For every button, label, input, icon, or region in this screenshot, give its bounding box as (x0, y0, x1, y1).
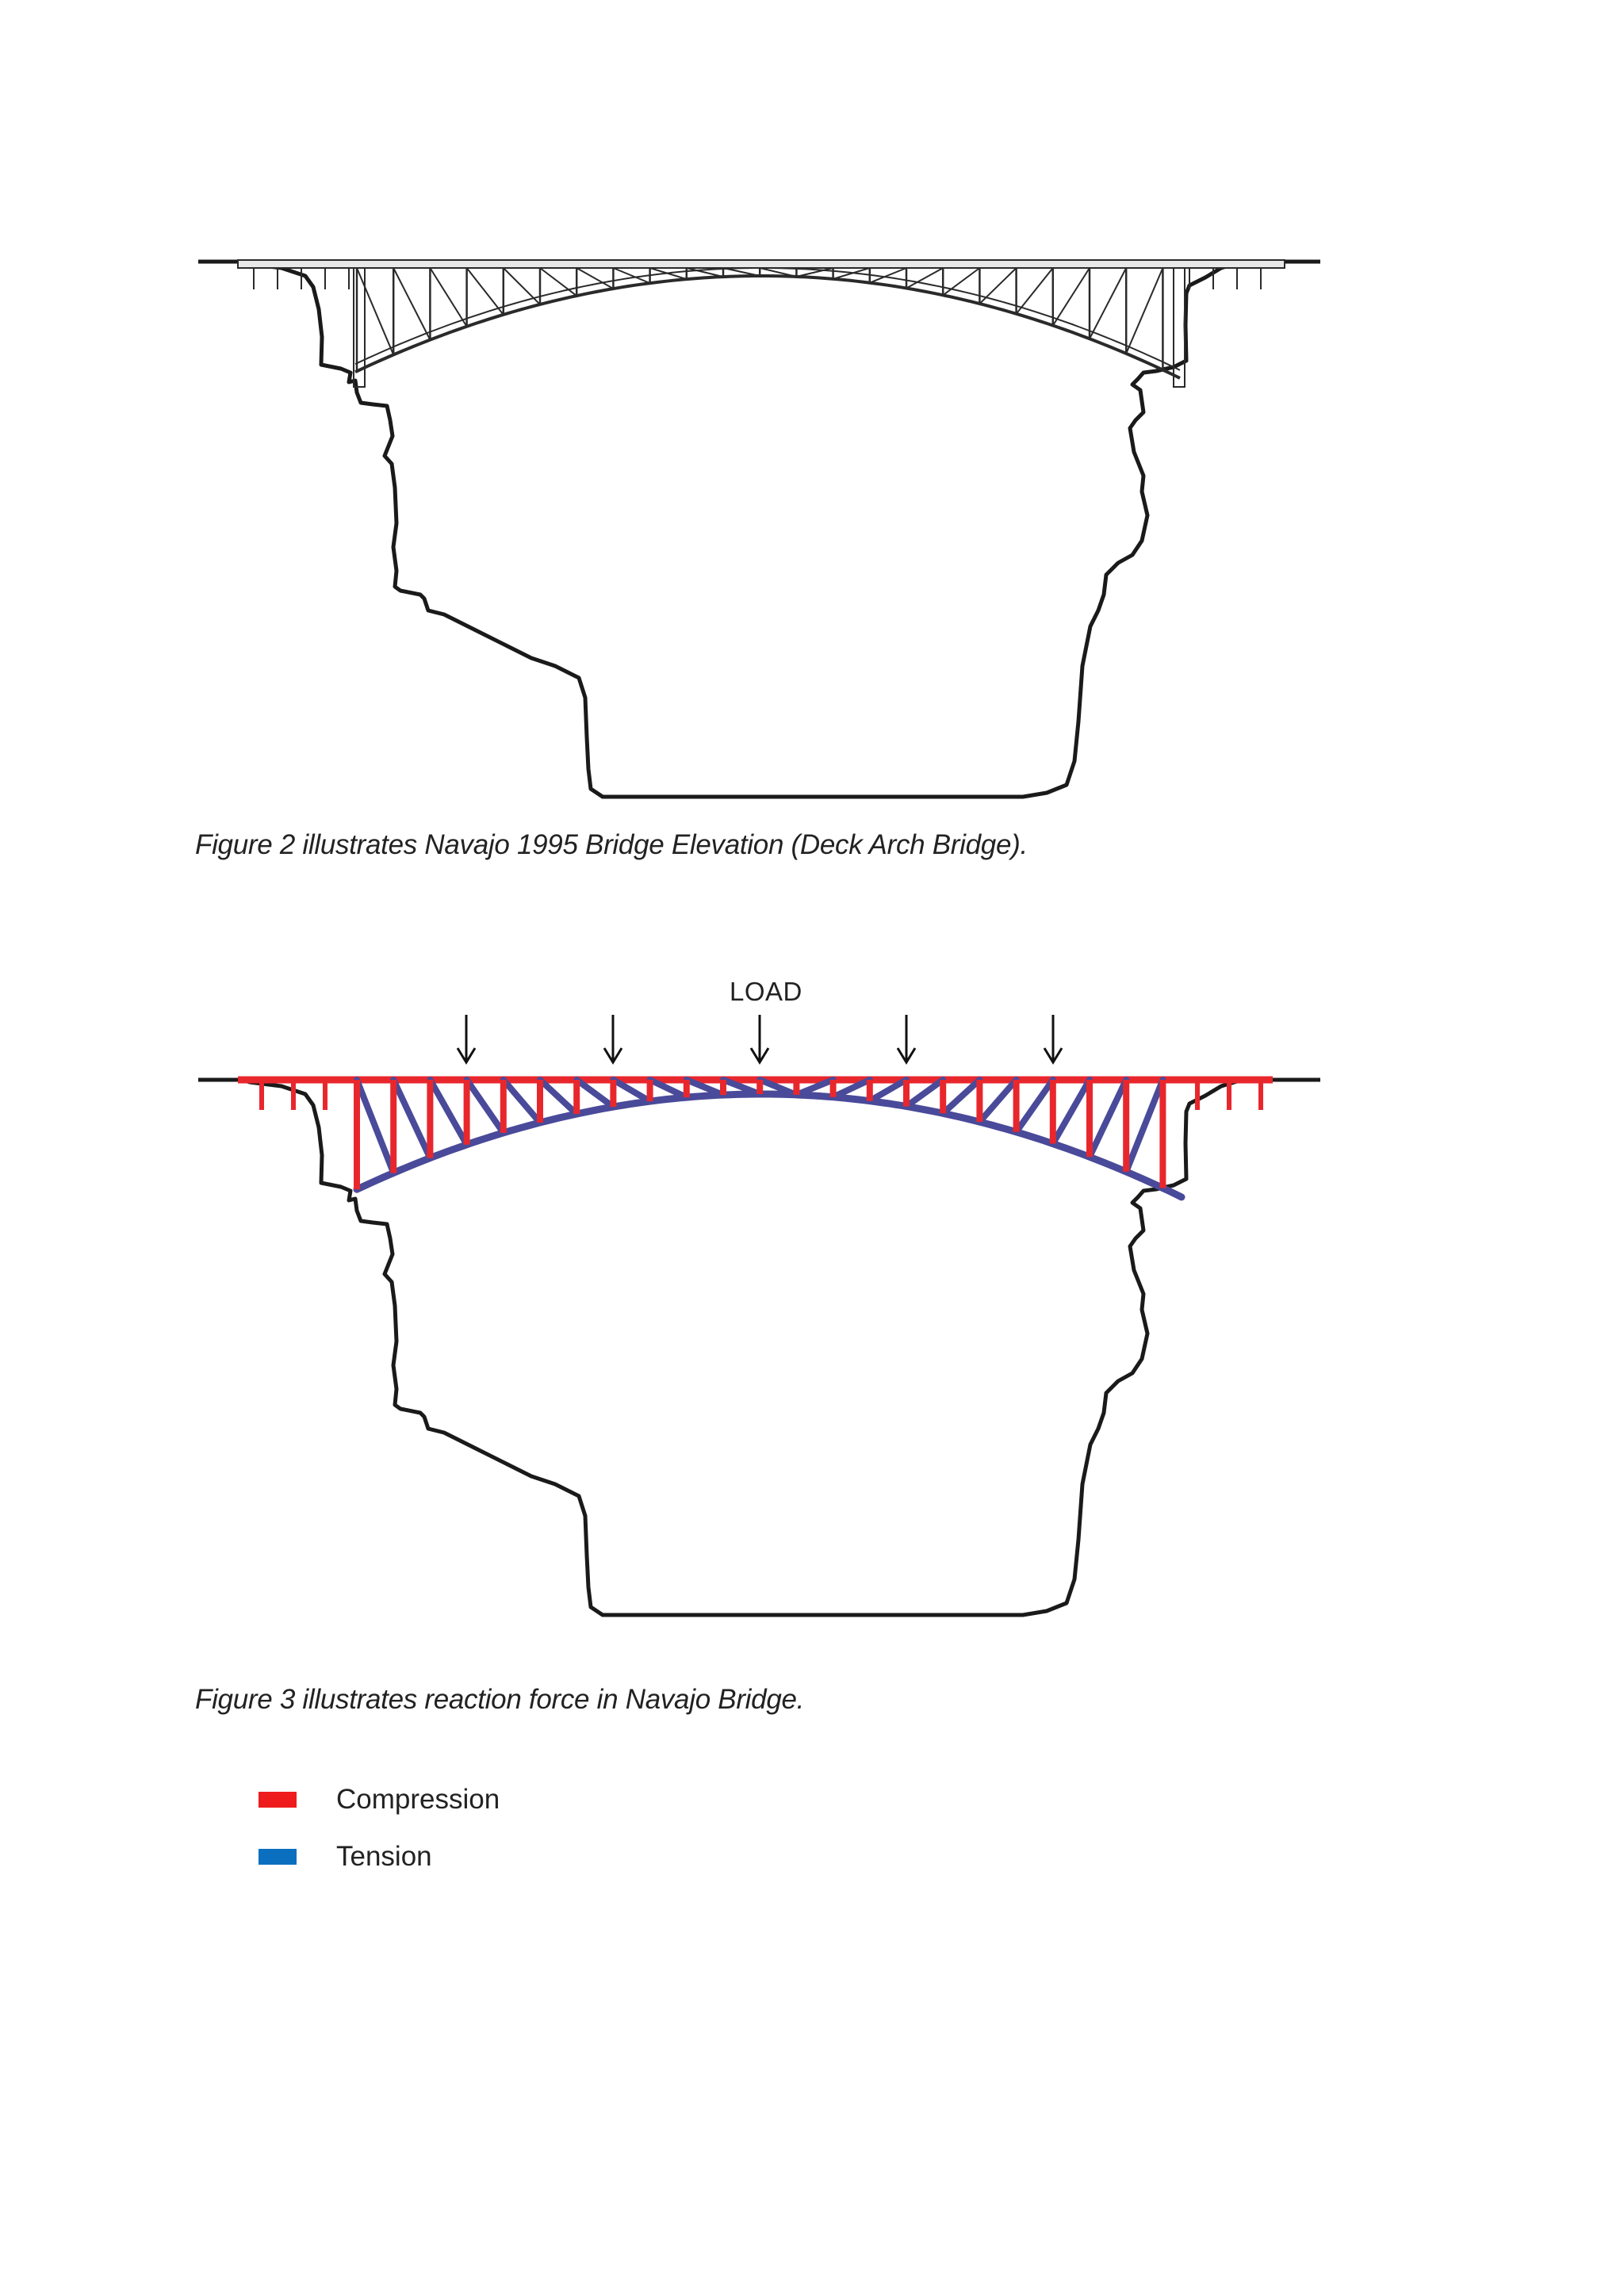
compression-swatch (259, 1792, 297, 1808)
diagonal-tension-member (906, 1080, 943, 1106)
legend-label-tension: Tension (336, 1841, 432, 1872)
truss-diagonal (906, 268, 943, 288)
truss-diagonal (467, 268, 504, 315)
arch-tension-member (357, 1094, 1182, 1197)
diagonal-tension-member (1126, 1080, 1162, 1172)
truss-diagonal (1053, 268, 1090, 326)
truss-diagonal (650, 268, 687, 279)
diagonal-tension-member (943, 1080, 979, 1113)
load-label: LOAD (730, 977, 802, 1006)
truss-diagonal (393, 268, 430, 340)
figure-3-caption: Figure 3 illustrates reaction force in Navajo Bridge. (195, 1684, 805, 1715)
load-arrows (458, 1015, 1062, 1062)
bridge-truss-drawing (238, 260, 1285, 387)
deck-girder (238, 260, 1285, 268)
truss-diagonal (1017, 268, 1053, 314)
diagonal-tension-member (576, 1080, 613, 1107)
diagonal-tension-member (1053, 1080, 1090, 1144)
canyon-rock-outline (198, 262, 1293, 797)
diagonal-tension-member (357, 1080, 393, 1173)
tension-swatch (259, 1849, 297, 1865)
force-truss-diagram (238, 1080, 1273, 1197)
reaction-force-figure (0, 840, 1624, 1633)
diagonal-tension-member (540, 1080, 576, 1114)
truss-diagonal (357, 268, 393, 354)
truss-diagonal (430, 268, 466, 327)
legend-label-compression: Compression (336, 1784, 500, 1815)
truss-diagonal (576, 268, 613, 289)
canyon-outline (198, 262, 1320, 797)
truss-diagonal (979, 268, 1016, 304)
diagonal-tension-member (1017, 1080, 1053, 1132)
truss-diagonal (504, 268, 540, 304)
diagonal-tension-member (979, 1080, 1016, 1122)
diagonal-tension-member (1090, 1080, 1126, 1157)
figure-2-caption: Figure 2 illustrates Navajo 1995 Bridge Elevation (Deck Arch Bridge). (195, 829, 1028, 860)
diagonal-tension-member (393, 1080, 430, 1158)
diagonal-tension-member (430, 1080, 466, 1145)
diagonal-tension-member (504, 1080, 540, 1123)
bridge-elevation-figure (0, 0, 1624, 840)
truss-diagonal (1126, 268, 1162, 354)
truss-diagonal (1090, 268, 1126, 339)
diagonal-tension-member (467, 1080, 504, 1133)
arch-rib (355, 276, 1180, 378)
canyon-outline (198, 1080, 1320, 1615)
